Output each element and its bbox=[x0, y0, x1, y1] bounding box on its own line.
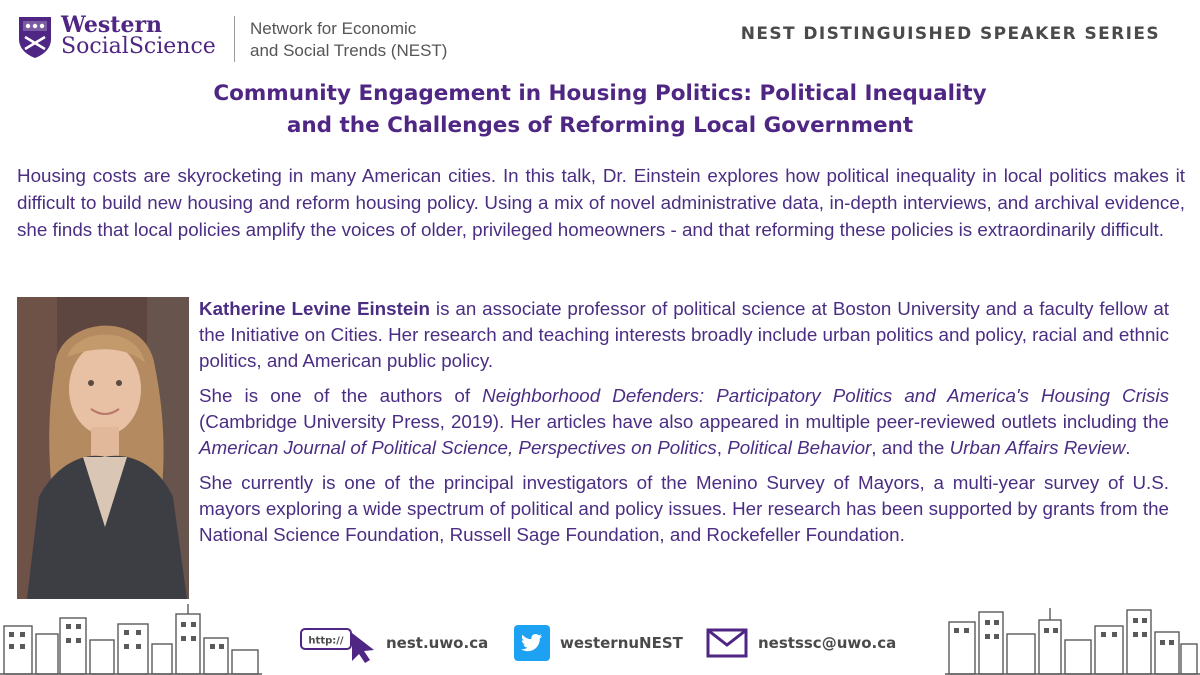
website-link[interactable]: nest.uwo.ca bbox=[386, 634, 489, 652]
nest-network-name bbox=[250, 18, 447, 62]
city-skyline-icon bbox=[0, 604, 262, 675]
talk-title bbox=[0, 78, 1200, 142]
talk-title-line-2: and the Challenges of Reforming Local Government bbox=[286, 113, 914, 138]
book-title: Neighborhood Defenders: Participatory Politics and America's Housing Crisis bbox=[482, 385, 1169, 406]
bio-paragraph-3: She currently is one of the principal investigators of the Menino Survey of Mayors, a multi-year survey of U.S. mayors exploring a wide spectrum of political and policy issues. Her research has been supported by grants from the National Science Foundation, Russell Sage Foundation, and Rockefeller Foundation. bbox=[199, 472, 1169, 545]
twitter-icon bbox=[514, 625, 550, 661]
city-skyline-icon bbox=[945, 604, 1200, 675]
website-contact[interactable] bbox=[300, 623, 488, 663]
logo-wordmark bbox=[61, 14, 216, 58]
bio-paragraph-2 bbox=[199, 383, 1169, 461]
web-cursor-icon bbox=[300, 623, 376, 663]
twitter-contact[interactable] bbox=[514, 623, 683, 663]
talk-title-line-1: Community Engagement in Housing Politics: Political Inequality bbox=[213, 81, 987, 106]
bio-p2-text-d: , and the bbox=[871, 437, 950, 458]
bio-p2-text-c: , bbox=[716, 437, 728, 458]
journal-2: Political Behavior bbox=[727, 437, 872, 458]
logo-divider bbox=[234, 16, 235, 62]
bio-p2-text-e: . bbox=[1125, 437, 1131, 458]
talk-abstract: Housing costs are skyrocketing in many American cities. In this talk, Dr. Einstein explores how political inequality in local politics makes it difficult to build new housing and reform housing policy. Using a mix of novel administrative data, in-depth interviews, and archival evidence, she finds that local policies amplify the voices of older, privileged homeowners - and that reforming these policies is extraordinarily difficult. bbox=[17, 165, 1185, 240]
western-shield-icon bbox=[17, 15, 53, 59]
speaker-bio bbox=[199, 296, 1169, 557]
network-line-2: and Social Trends (NEST) bbox=[250, 41, 448, 60]
mail-icon bbox=[706, 627, 748, 659]
series-title: NEST DISTINGUISHED SPEAKER SERIES bbox=[740, 24, 1160, 44]
bio-p1-text: is an associate professor of political science at Boston University and a faculty fellow at the Initiative on Cities. Her research and teaching interests broadly include urban politics and policy, racial and ethnic politics, and American public policy. bbox=[199, 298, 1169, 371]
email-address[interactable]: nestssc@uwo.ca bbox=[758, 634, 897, 652]
logo-line-1: Western bbox=[61, 12, 163, 38]
bio-paragraph-1 bbox=[199, 296, 1169, 374]
network-line-1: Network for Economic bbox=[250, 19, 417, 38]
speaker-photo bbox=[17, 297, 189, 599]
journal-1: American Journal of Political Science, Perspectives on Politics bbox=[199, 437, 717, 458]
twitter-handle[interactable]: westernuNEST bbox=[560, 634, 683, 652]
bio-p2-text-b: (Cambridge University Press, 2019). Her articles have also appeared in multiple peer-reviewed outlets including the bbox=[199, 411, 1169, 432]
logo-line-2: SocialScience bbox=[61, 34, 216, 59]
url-badge-text: http:// bbox=[308, 635, 344, 647]
bio-p2-text-a: She is one of the authors of bbox=[199, 385, 483, 406]
speaker-portrait-icon bbox=[17, 297, 189, 599]
journal-3: Urban Affairs Review bbox=[949, 437, 1126, 458]
speaker-name: Katherine Levine Einstein bbox=[199, 298, 430, 319]
western-social-science-logo bbox=[17, 12, 457, 68]
email-contact[interactable] bbox=[706, 623, 896, 663]
